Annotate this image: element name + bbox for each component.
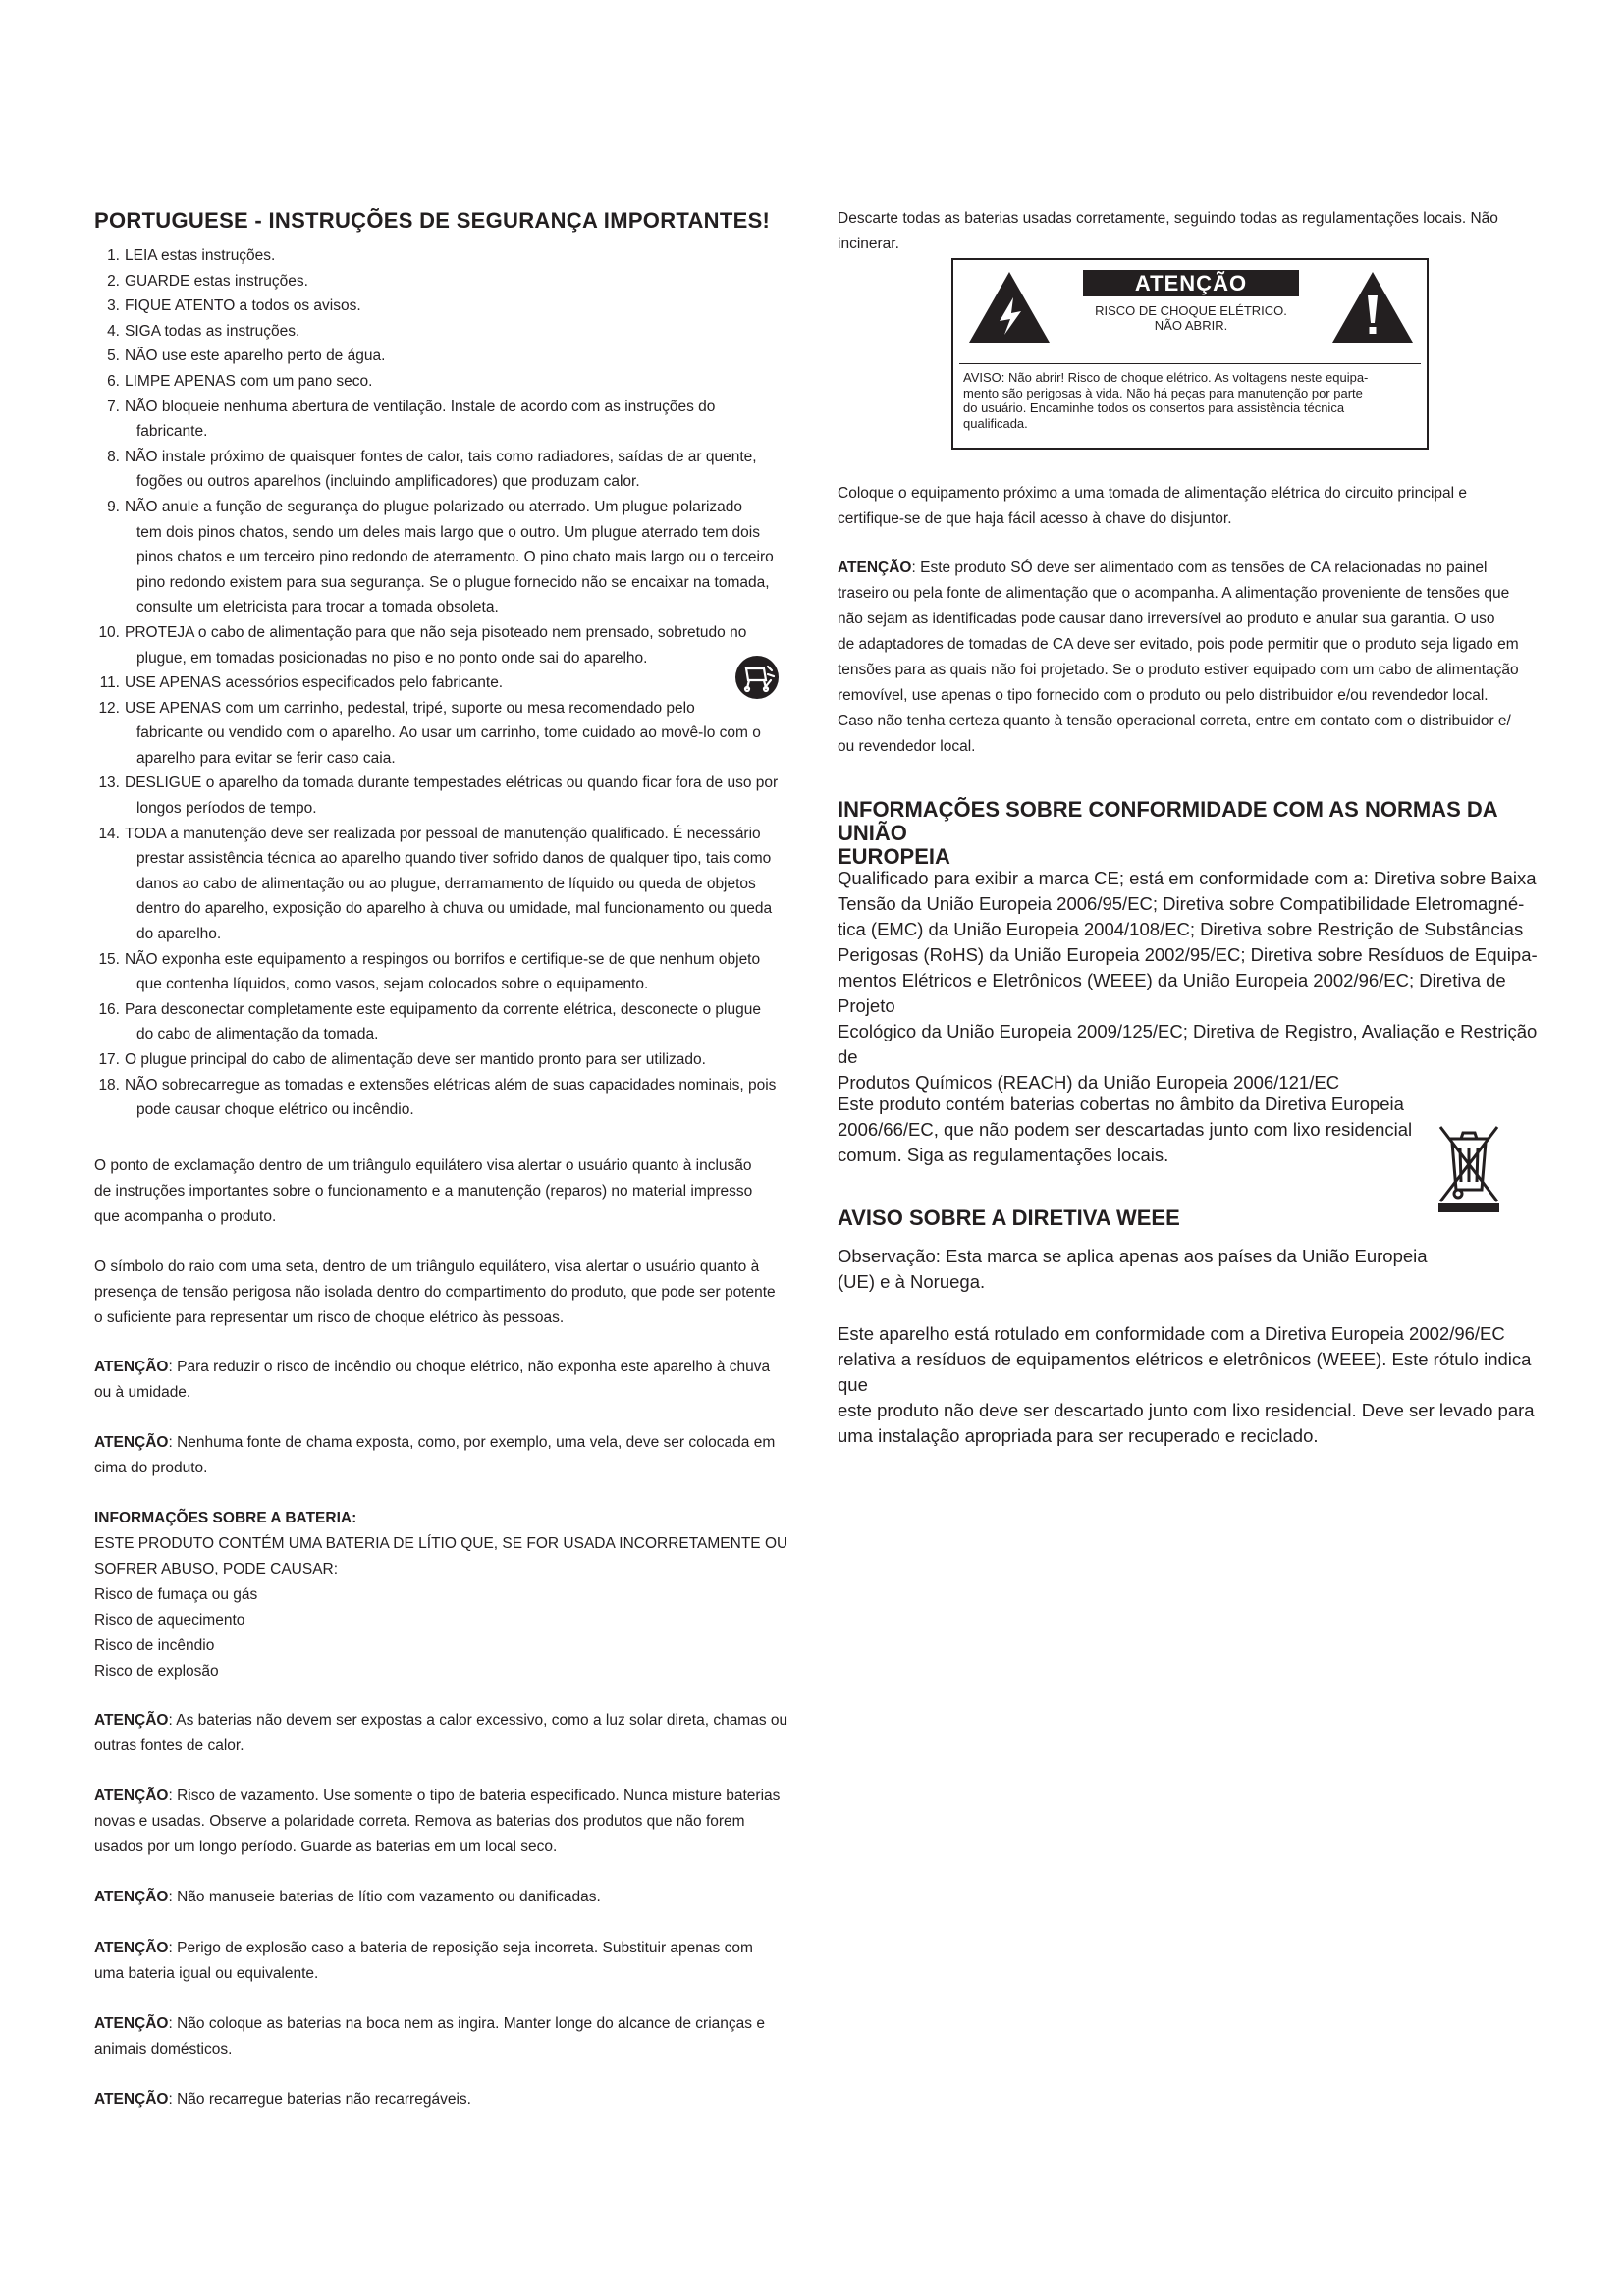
atencao-label: ATENÇÃO	[838, 560, 912, 576]
cart-warning-icon	[734, 655, 780, 700]
instruction-item	[94, 997, 803, 1047]
rain-warning: ATENÇÃO: Para reduzir o risco de incêndio ou choque elétrico, não exponha este aparelho à chuva ou à umidade.	[94, 1359, 771, 1401]
page-title: PORTUGUESE - INSTRUÇÕES DE SEGURANÇA IMPORTANTES!	[94, 208, 771, 233]
eu-compliance-paragraph: Qualificado para exibir a marca CE; está em conformidade com a: Diretiva sobre Baixa Tensão da União Europeia 2006/95/EC; Diretiva sobre Compatibilidade Eletromagné- tica (EMC) da União Europeia 2004/108/EC; Diretiva sobre Restrição de Substâncias Perigosas (RoHS) da União Europeia 2002/95/EC; Diretiva sobre Resíduos de Equipa- mentos Elétricos e Eletrônicos (WEEE) da União Europeia 2002/96/EC; Diretiva de Projeto Ecológico da União Europeia 2009/125/EC; Diretiva de Registro, Avaliação e Restrição de Produtos Químicos (REACH) da União Europeia 2006/121/EC	[838, 868, 1538, 1093]
atencao-label: ATENÇÃO	[94, 1434, 169, 1451]
instruction-number: 6.	[107, 372, 120, 390]
instruction-text: longos períodos de tempo.	[136, 800, 317, 818]
instruction-text: USE APENAS com um carrinho, pedestal, tripé, suporte ou mesa recomendado pelo	[125, 699, 695, 717]
instruction-text: NÃO bloqueie nenhuma abertura de ventilação. Instale de acordo com as instruções do	[125, 398, 716, 415]
instruction-item	[94, 319, 803, 345]
instruction-text: danos ao cabo de alimentação ou ao plugue, derramamento de líquido ou queda de objetos	[136, 875, 756, 892]
instruction-text: do aparelho.	[136, 926, 222, 943]
instruction-item	[94, 294, 803, 319]
outlet-paragraph: Coloque o equipamento próximo a uma tomada de alimentação elétrica do circuito principal e certifique-se de que haja fácil acesso à chave do disjuntor.	[838, 485, 1468, 527]
flame-warning: ATENÇÃO: Nenhuma fonte de chama exposta, como, por exemplo, uma vela, deve ser colocada em cima do produto.	[94, 1434, 776, 1476]
instruction-text: que contenha líquidos, como vasos, sejam colocados sobre o equipamento.	[136, 976, 649, 993]
instruction-number: 15.	[98, 950, 120, 968]
atencao-label: ATENÇÃO	[94, 2091, 169, 2108]
instruction-text: LIMPE APENAS com um pano seco.	[125, 372, 373, 390]
instruction-text: PROTEJA o cabo de alimentação para que não seja pisoteado nem prensado, sobretudo no	[125, 623, 747, 641]
atencao-label: ATENÇÃO	[94, 1359, 169, 1375]
instruction-item	[94, 696, 803, 772]
battery-info-heading: INFORMAÇÕES SOBRE A BATERIA:	[94, 1510, 357, 1526]
instruction-text: NÃO instale próximo de quaisquer fontes de calor, tais como radiadores, saídas de ar quente,	[125, 448, 757, 465]
instruction-text: NÃO sobrecarregue as tomadas e extensões elétricas além de suas capacidades nominais, pois	[125, 1076, 777, 1094]
instruction-item	[94, 344, 803, 369]
instruction-text: fabricante ou vendido com o aparelho. Ao usar um carrinho, tome cuidado ao movê-lo com o	[136, 724, 761, 742]
instruction-number: 8.	[107, 448, 120, 465]
weee-paragraph: Este aparelho está rotulado em conformidade com a Diretiva Europeia 2002/96/EC relativa a resíduos de equipamentos elétricos e eletrônicos (WEEE). Este rótulo indica que este produto não deve ser descartado junto com lixo residencial. Deve ser levado para uma instalação apropriada para ser recuperado e reciclado.	[838, 1323, 1535, 1446]
instruction-number: 5.	[107, 347, 120, 365]
instruction-item	[94, 1073, 803, 1123]
instruction-number: 16.	[98, 1000, 120, 1018]
damaged-battery-warning: ATENÇÃO: Não manuseie baterias de lítio com vazamento ou danificadas.	[94, 1889, 601, 1905]
instruction-text: SIGA todas as instruções.	[125, 322, 300, 340]
battery-disposal-paragraph: Descarte todas as baterias usadas corretamente, seguindo todas as regulamentações locais. Não incinerar.	[838, 210, 1498, 252]
weee-note: Observação: Esta marca se aplica apenas aos países da União Europeia (UE) e à Noruega.	[838, 1246, 1428, 1292]
instruction-item	[94, 445, 803, 495]
instruction-text: aparelho para evitar se ferir caso caia.	[136, 749, 396, 767]
instruction-number: 12.	[98, 699, 120, 717]
instruction-text: NÃO anule a função de segurança do plugue polarizado ou aterrado. Um plugue polarizado	[125, 498, 743, 515]
shock-risk-text: RISCO DE CHOQUE ELÉTRICO. NÃO ABRIR.	[1095, 303, 1287, 333]
instruction-text: consulte um eletricista para trocar a tomada obsoleta.	[136, 599, 499, 616]
instruction-text: O plugue principal do cabo de alimentação deve ser mantido pronto para ser utilizado.	[125, 1051, 706, 1068]
exclamation-info-paragraph: O ponto de exclamação dentro de um triângulo equilátero visa alertar o usuário quanto à inclusão de instruções importantes sobre o funcionamento e a manutenção (reparos) no material impresso que acompanha o produto.	[94, 1157, 753, 1225]
leak-warning: ATENÇÃO: Risco de vazamento. Use somente o tipo de bateria especificado. Nunca misture baterias novas e usadas. Observe a polaridade correta. Remova as baterias dos produtos que não forem usados por um longo período. Guarde as baterias em um local seco.	[94, 1788, 781, 1855]
lightning-triangle-icon	[967, 270, 1052, 345]
atencao-label: ATENÇÃO	[94, 1889, 169, 1905]
ac-voltage-warning: ATENÇÃO: Este produto SÓ deve ser alimentado com as tensões de CA relacionadas no painel traseiro ou pela fonte de alimentação que o acompanha. A alimentação proveniente de tensões que não sejam as identificadas pode causar dano irreversível ao produto e anular sua garantia. O uso de adaptadores de tomadas de CA deve ser evitado, pois pode permitir que o produto seja ligado em tensões para as quais não foi projetado. Se o produto estiver equipado com um cabo de alimentação removível, use apenas o tipo fornecido com o produto ou pelo distribuidor e/ou revendedor local. Caso não tenha certeza quanto à tensão operacional correta, entre em contato com o distribuidor e/ ou revendedor local.	[838, 560, 1519, 755]
instruction-text: LEIA estas instruções.	[125, 247, 276, 264]
instruction-text: FIQUE ATENTO a todos os avisos.	[125, 297, 361, 315]
instruction-text: USE APENAS acessórios especificados pelo fabricante.	[125, 674, 504, 692]
instruction-text: TODA a manutenção deve ser realizada por pessoal de manutenção qualificado. É necessário	[125, 825, 761, 842]
battery-risk-list: ESTE PRODUTO CONTÉM UMA BATERIA DE LÍTIO QUE, SE FOR USADA INCORRETAMENTE OU SOFRER ABUSO, PODE CAUSAR: Risco de fumaça ou gás Risco de aquecimento Risco de incêndio Risco de explosão	[94, 1535, 788, 1680]
instruction-item	[94, 822, 803, 947]
instruction-number: 10.	[98, 623, 120, 641]
instruction-text: do cabo de alimentação da tomada.	[136, 1026, 379, 1043]
atencao-label: ATENÇÃO	[94, 1712, 169, 1729]
warning-label-text: AVISO: Não abrir! Risco de choque elétrico. As voltagens neste equipa- mento são perigosas à vida. Não há peças para manutenção por parte do usuário. Encaminhe todos os consertos para assistência técnica qualificada.	[963, 370, 1369, 431]
instruction-text: NÃO exponha este equipamento a respingos ou borrifos e certifique-se de que nenhum objeto	[125, 950, 761, 968]
instruction-text: Para desconectar completamente este equipamento da corrente elétrica, desconecte o plugue	[125, 1000, 761, 1018]
instruction-item	[94, 1047, 803, 1073]
instruction-text: pinos chatos e um terceiro pino redondo de aterramento. O pino chato mais largo ou o terceiro	[136, 549, 774, 566]
instruction-number: 14.	[98, 825, 120, 842]
atencao-label: ATENÇÃO	[94, 1940, 169, 1956]
instruction-text: tem dois pinos chatos, sendo um deles mais largo que o outro. Um plugue aterrado tem dois	[136, 523, 760, 541]
instruction-text: fogões ou outros aparelhos (incluindo amplificadores) que produzam calor.	[136, 473, 640, 491]
instruction-text: prestar assistência técnica ao aparelho quando tiver sofrido danos de qualquer tipo, tais como	[136, 850, 772, 868]
weee-heading: AVISO SOBRE A DIRETIVA WEEE	[838, 1205, 1180, 1230]
atencao-label: ATENÇÃO	[94, 1788, 169, 1804]
instruction-number: 17.	[98, 1051, 120, 1068]
instruction-item	[94, 947, 803, 997]
instruction-item	[94, 670, 803, 696]
crossed-out-wheelie-bin-icon	[1436, 1121, 1501, 1213]
instruction-text: NÃO use este aparelho perto de água.	[125, 347, 386, 365]
atencao-label: ATENÇÃO	[94, 2015, 169, 2032]
instruction-number: 11.	[99, 674, 120, 692]
instruction-text: GUARDE estas instruções.	[125, 272, 308, 290]
instruction-text: fabricante.	[136, 423, 208, 441]
instruction-number: 18.	[98, 1076, 120, 1094]
instruction-text: dentro do aparelho, exposição do aparelho à chuva ou umidade, mal funcionamento ou queda	[136, 900, 773, 918]
instruction-number: 1.	[107, 247, 120, 264]
instruction-item	[94, 369, 803, 395]
lightning-info-paragraph: O símbolo do raio com uma seta, dentro de um triângulo equilátero, visa alertar o usuário quanto à presença de tensão perigosa não isolada dentro do compartimento do produto, que pode ser potente o suficiente para representar um risco de choque elétrico às pessoas.	[94, 1258, 776, 1326]
battery-directive-paragraph: Este produto contém baterias cobertas no âmbito da Diretiva Europeia 2006/66/EC, que não podem ser descartadas junto com lixo residencial comum. Siga as regulamentações locais.	[838, 1094, 1413, 1165]
heat-warning: ATENÇÃO: As baterias não devem ser expostas a calor excessivo, como a luz solar direta, chamas ou outras fontes de calor.	[94, 1712, 788, 1754]
instruction-text: pode causar choque elétrico ou incêndio.	[136, 1101, 414, 1119]
instruction-text: plugue, em tomadas posicionadas no piso e no ponto onde sai do aparelho.	[136, 649, 648, 667]
safety-instructions-list	[94, 243, 803, 1123]
instruction-number: 7.	[107, 398, 120, 415]
exclamation-triangle-icon	[1330, 270, 1415, 345]
instruction-number: 4.	[107, 322, 120, 340]
instruction-item	[94, 495, 803, 620]
swallow-warning: ATENÇÃO: Não coloque as baterias na boca nem as ingira. Manter longe do alcance de crianças e animais domésticos.	[94, 2015, 765, 2057]
attention-banner: ATENÇÃO	[1083, 270, 1299, 296]
eu-compliance-heading: INFORMAÇÕES SOBRE CONFORMIDADE COM AS NORMAS DA UNIÃO EUROPEIA	[838, 797, 1497, 869]
instruction-item	[94, 620, 803, 670]
instruction-number: 2.	[107, 272, 120, 290]
instruction-number: 3.	[107, 297, 120, 315]
instruction-number: 9.	[107, 498, 120, 515]
instruction-text: DESLIGUE o aparelho da tomada durante tempestades elétricas ou quando ficar fora de uso por	[125, 774, 779, 792]
recharge-warning: ATENÇÃO: Não recarregue baterias não recarregáveis.	[94, 2091, 471, 2108]
instruction-item	[94, 269, 803, 294]
explosion-warning: ATENÇÃO: Perigo de explosão caso a bateria de reposição seja incorreta. Substituir apenas com uma bateria igual ou equivalente.	[94, 1940, 753, 1982]
instruction-text: pino redondo existem para sua segurança. Se o plugue fornecido não se encaixar na tomada,	[136, 573, 770, 591]
instruction-item	[94, 395, 803, 445]
instruction-item	[94, 243, 803, 269]
instruction-item	[94, 771, 803, 821]
instruction-number: 13.	[98, 774, 120, 792]
electric-shock-warning-label	[951, 258, 1429, 450]
